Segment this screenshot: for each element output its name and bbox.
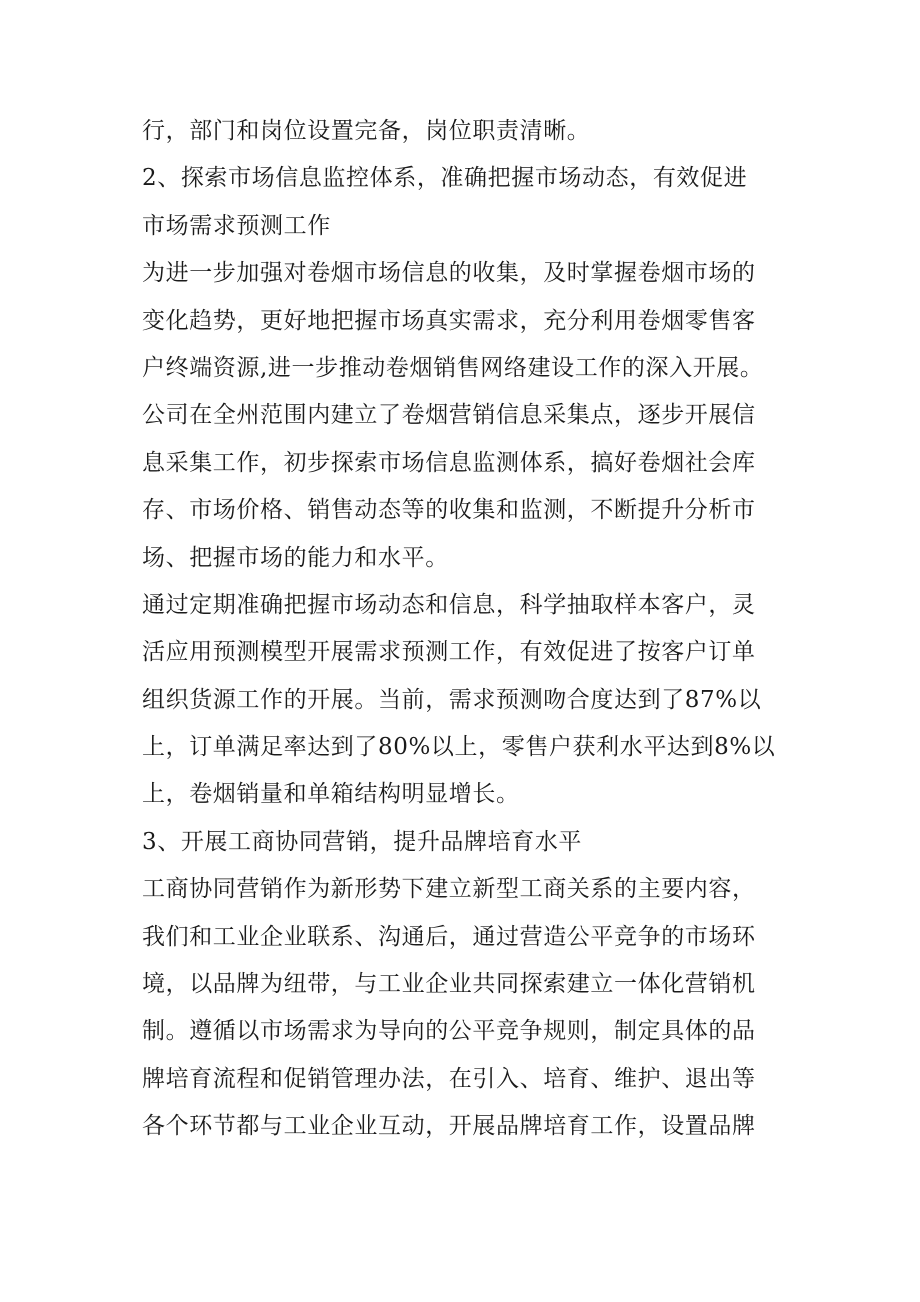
text-line: 为进一步加强对卷烟市场信息的收集，及时掌握卷烟市场的 bbox=[142, 260, 756, 287]
text-line: 上，卷烟销量和单箱结构明显增长。 bbox=[142, 781, 520, 808]
text-line: 组织货源工作的开展。当前，需求预测吻合度达到了87%以 bbox=[142, 686, 762, 713]
text-line: 制。遵循以市场需求为导向的公平竞争规则，制定具体的品 bbox=[142, 1018, 756, 1045]
text-line: 存、市场价格、销售动态等的收集和监测，不断提升分析市 bbox=[142, 497, 756, 524]
text-line: 上，订单满足率达到了80%以上，零售户获利水平达到8%以 bbox=[142, 734, 776, 761]
text-line: 牌培育流程和促销管理办法，在引入、培育、维护、退出等 bbox=[142, 1065, 756, 1092]
section-heading: 3、开展工商协同营销，提升品牌培育水平 bbox=[142, 828, 583, 855]
text-line: 变化趋势，更好地把握市场真实需求，充分利用卷烟零售客 bbox=[142, 307, 756, 334]
section-heading: 市场需求预测工作 bbox=[142, 212, 331, 239]
text-line: 场、把握市场的能力和水平。 bbox=[142, 544, 449, 571]
text-line: 各个环节都与工业企业互动，开展品牌培育工作，设置品牌 bbox=[142, 1113, 756, 1140]
text-line: 行，部门和岗位设置完备，岗位职责清晰。 bbox=[142, 118, 591, 144]
text-line: 通过定期准确把握市场动态和信息，科学抽取样本客户，灵 bbox=[142, 591, 756, 618]
document-body bbox=[142, 108, 787, 1151]
text-line: 我们和工业企业联系、沟通后，通过营造公平竞争的市场环 bbox=[142, 923, 756, 950]
text-line: 活应用预测模型开展需求预测工作，有效促进了按客户订单 bbox=[142, 639, 756, 666]
text-line: 户终端资源,进一步推动卷烟销售网络建设工作的深入开展。 bbox=[142, 354, 764, 381]
text-line: 公司在全州范围内建立了卷烟营销信息采集点，逐步开展信 bbox=[142, 402, 756, 429]
section-heading: 2、探索市场信息监控体系，准确把握市场动态，有效促进 bbox=[142, 165, 748, 192]
text-line: 息采集工作，初步探索市场信息监测体系，搞好卷烟社会库 bbox=[142, 449, 756, 476]
text-line: 工商协同营销作为新形势下建立新型工商关系的主要内容， bbox=[142, 876, 756, 903]
text-line: 境，以品牌为纽带，与工业企业共同探索建立一体化营销机 bbox=[142, 971, 756, 998]
